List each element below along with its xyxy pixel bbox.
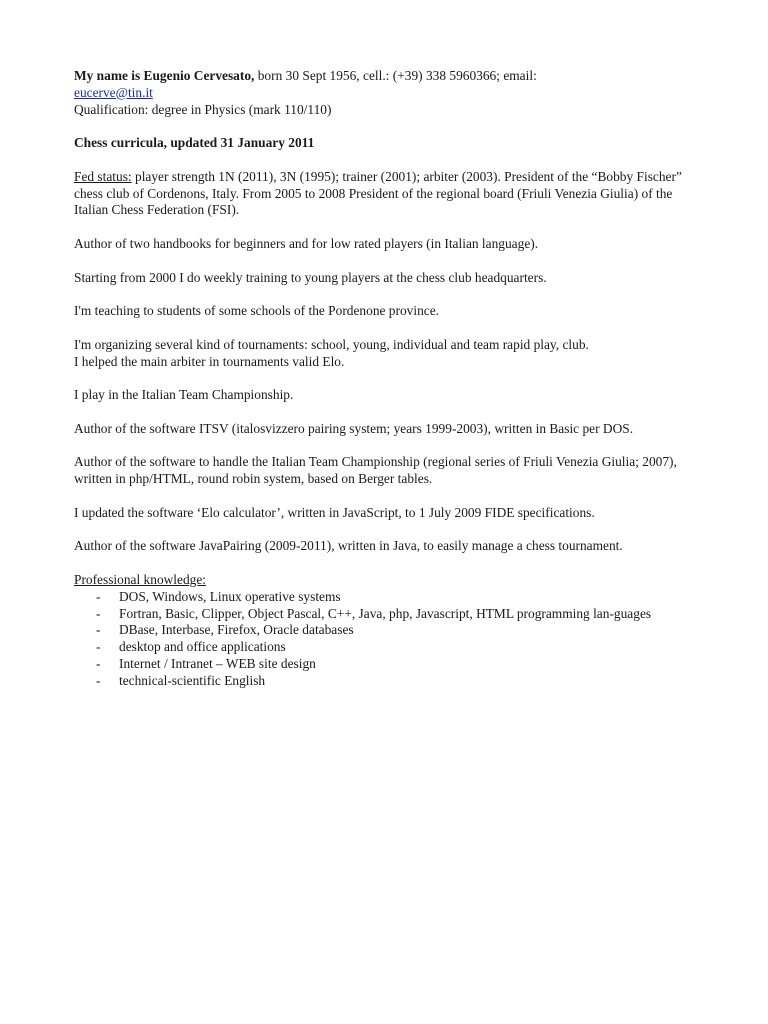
knowledge-list — [74, 589, 704, 690]
document-title: Chess curricula, updated 31 January 2011 — [74, 135, 315, 151]
bullet-dash: - — [96, 672, 101, 688]
list-item: - Fortran, Basic, Clipper, Object Pascal, C++, Java, php, Javascript, HTML programming lan-guages — [96, 605, 652, 621]
bullet-dash: - — [96, 655, 101, 671]
qualification: Qualification: degree in Physics (mark 110/110) — [74, 101, 332, 117]
list-item: - DOS, Windows, Linux operative systems — [96, 588, 341, 604]
fed-status-paragraph — [74, 169, 704, 219]
bullet-dash: - — [96, 622, 101, 638]
birth-contact: born 30 Sept 1956, cell.: (+39) 338 5960366; email: — [254, 68, 537, 83]
list-item: - Internet / Intranet – WEB site design — [96, 655, 316, 671]
list-item: - DBase, Interbase, Firefox, Oracle databases — [96, 622, 354, 638]
team-championship-paragraph: I play in the Italian Team Championship. — [74, 387, 294, 403]
training-paragraph: Starting from 2000 I do weekly training to young players at the chess club headquarters. — [74, 269, 547, 285]
list-item: - desktop and office applications — [96, 639, 286, 655]
bullet-dash: - — [96, 639, 101, 655]
knowledge-heading: Professional knowledge: — [74, 571, 207, 587]
bullet-dash: - — [96, 588, 101, 604]
fed-status-label: Fed status: — [74, 168, 132, 184]
list-item: - technical-scientific English — [96, 672, 266, 688]
email-line — [74, 85, 704, 102]
arbiter-paragraph: I helped the main arbiter in tournaments valid Elo. — [74, 353, 345, 369]
bullet-dash: - — [96, 605, 101, 621]
fed-status-text: player strength 1N (2011), 3N (1995); trainer (2001); arbiter (2003). President of the “Bobby Fischer” chess club of Cordenons, Italy. From 2005 to 2008 President of the regional board (Friuli Venezia Giulia) of the Italian Chess Federation (FSI). — [74, 168, 682, 218]
intro-line — [74, 68, 704, 85]
author-name: My name is Eugenio Cervesato, — [74, 68, 255, 83]
email-link[interactable]: eucerve@tin.it — [74, 84, 153, 100]
schools-paragraph: I'm teaching to students of some schools of the Pordenone province. — [74, 303, 439, 319]
javapairing-paragraph: Author of the software JavaPairing (2009-2011), written in Java, to easily manage a chess tournament. — [74, 538, 623, 554]
handbooks-paragraph: Author of two handbooks for beginners and for low rated players (in Italian language). — [74, 235, 539, 251]
tournaments-paragraph: I'm organizing several kind of tournaments: school, young, individual and team rapid play, club. — [74, 336, 589, 352]
team-software-paragraph: Author of the software to handle the Italian Team Championship (regional series of Friuli Venezia Giulia; 2007), written in php/HTML, round robin system, based on Berger tables. — [74, 454, 677, 487]
elo-paragraph: I updated the software ‘Elo calculator’, written in JavaScript, to 1 July 2009 FIDE specifications. — [74, 504, 595, 520]
itsv-paragraph: Author of the software ITSV (italosvizzero pairing system; years 1999-2003), written in Basic per DOS. — [74, 420, 634, 436]
document-page — [74, 68, 704, 689]
